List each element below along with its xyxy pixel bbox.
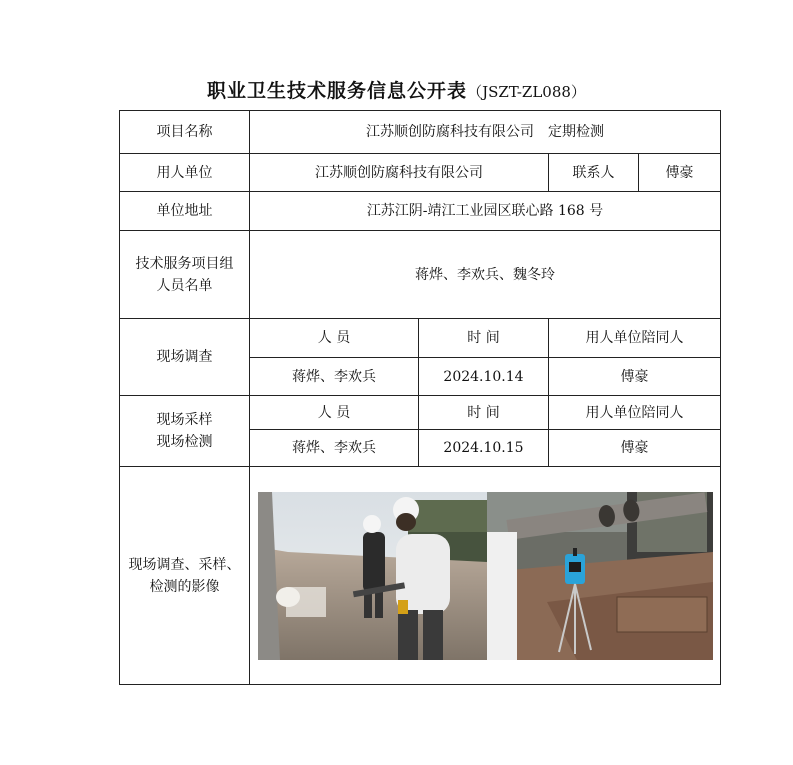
team-label-line2: 人员名单 [156,277,213,294]
sampling-label [120,396,250,467]
sampling-header-escort: 用人单位陪同人 [549,396,721,430]
row-sampling-header [120,396,721,430]
sampling-escort: 傅豪 [549,430,721,467]
sampling-header-person: 人 员 [250,396,419,430]
row-survey-header [120,319,721,358]
images-cell [250,467,721,685]
sampling-label-line1: 现场采样 [156,412,213,428]
team-label-line1: 技术服务项目组 [135,255,234,272]
row-address [120,192,721,231]
survey-header-time: 时 间 [419,319,549,358]
employer-label: 用人单位 [120,154,250,192]
survey-label: 现场调查 [120,319,250,396]
team-value: 蒋烨、李欢兵、魏冬玲 [250,231,721,319]
survey-date: 2024.10.14 [419,358,549,396]
team-label [120,231,250,319]
survey-header-escort: 用人单位陪同人 [549,319,721,358]
images-label-line1: 现场调查、采样、 [128,556,241,573]
images-label-line2: 检测的影像 [149,578,220,595]
sampling-date: 2024.10.15 [419,430,549,467]
site-photo-survey [258,492,487,660]
survey-header-person: 人 员 [250,319,419,358]
project-name-label: 项目名称 [120,111,250,154]
address-value: 江苏江阴-靖江工业园区联心路 168 号 [250,192,721,231]
form-code: （JSZT-ZL088） [467,83,586,101]
row-project-name [120,111,721,154]
employer-value: 江苏顺创防腐科技有限公司 [250,154,549,192]
page-title [0,76,793,103]
contact-label: 联系人 [549,154,639,192]
address-label: 单位地址 [120,192,250,231]
contact-value: 傅豪 [639,154,721,192]
images-label [120,467,250,685]
info-table [119,110,721,685]
site-photo-detection [487,492,713,660]
sampling-header-time: 时 间 [419,396,549,430]
row-images [120,467,721,685]
row-employer [120,154,721,192]
row-team [120,231,721,319]
survey-person: 蒋烨、李欢兵 [250,358,419,396]
sampling-label-line2: 现场检测 [156,434,213,450]
site-photos [258,492,713,660]
project-name-value: 江苏顺创防腐科技有限公司 定期检测 [250,111,721,154]
survey-escort: 傅豪 [549,358,721,396]
sampling-person: 蒋烨、李欢兵 [250,430,419,467]
title-text: 职业卫生技术服务信息公开表 [207,80,468,102]
